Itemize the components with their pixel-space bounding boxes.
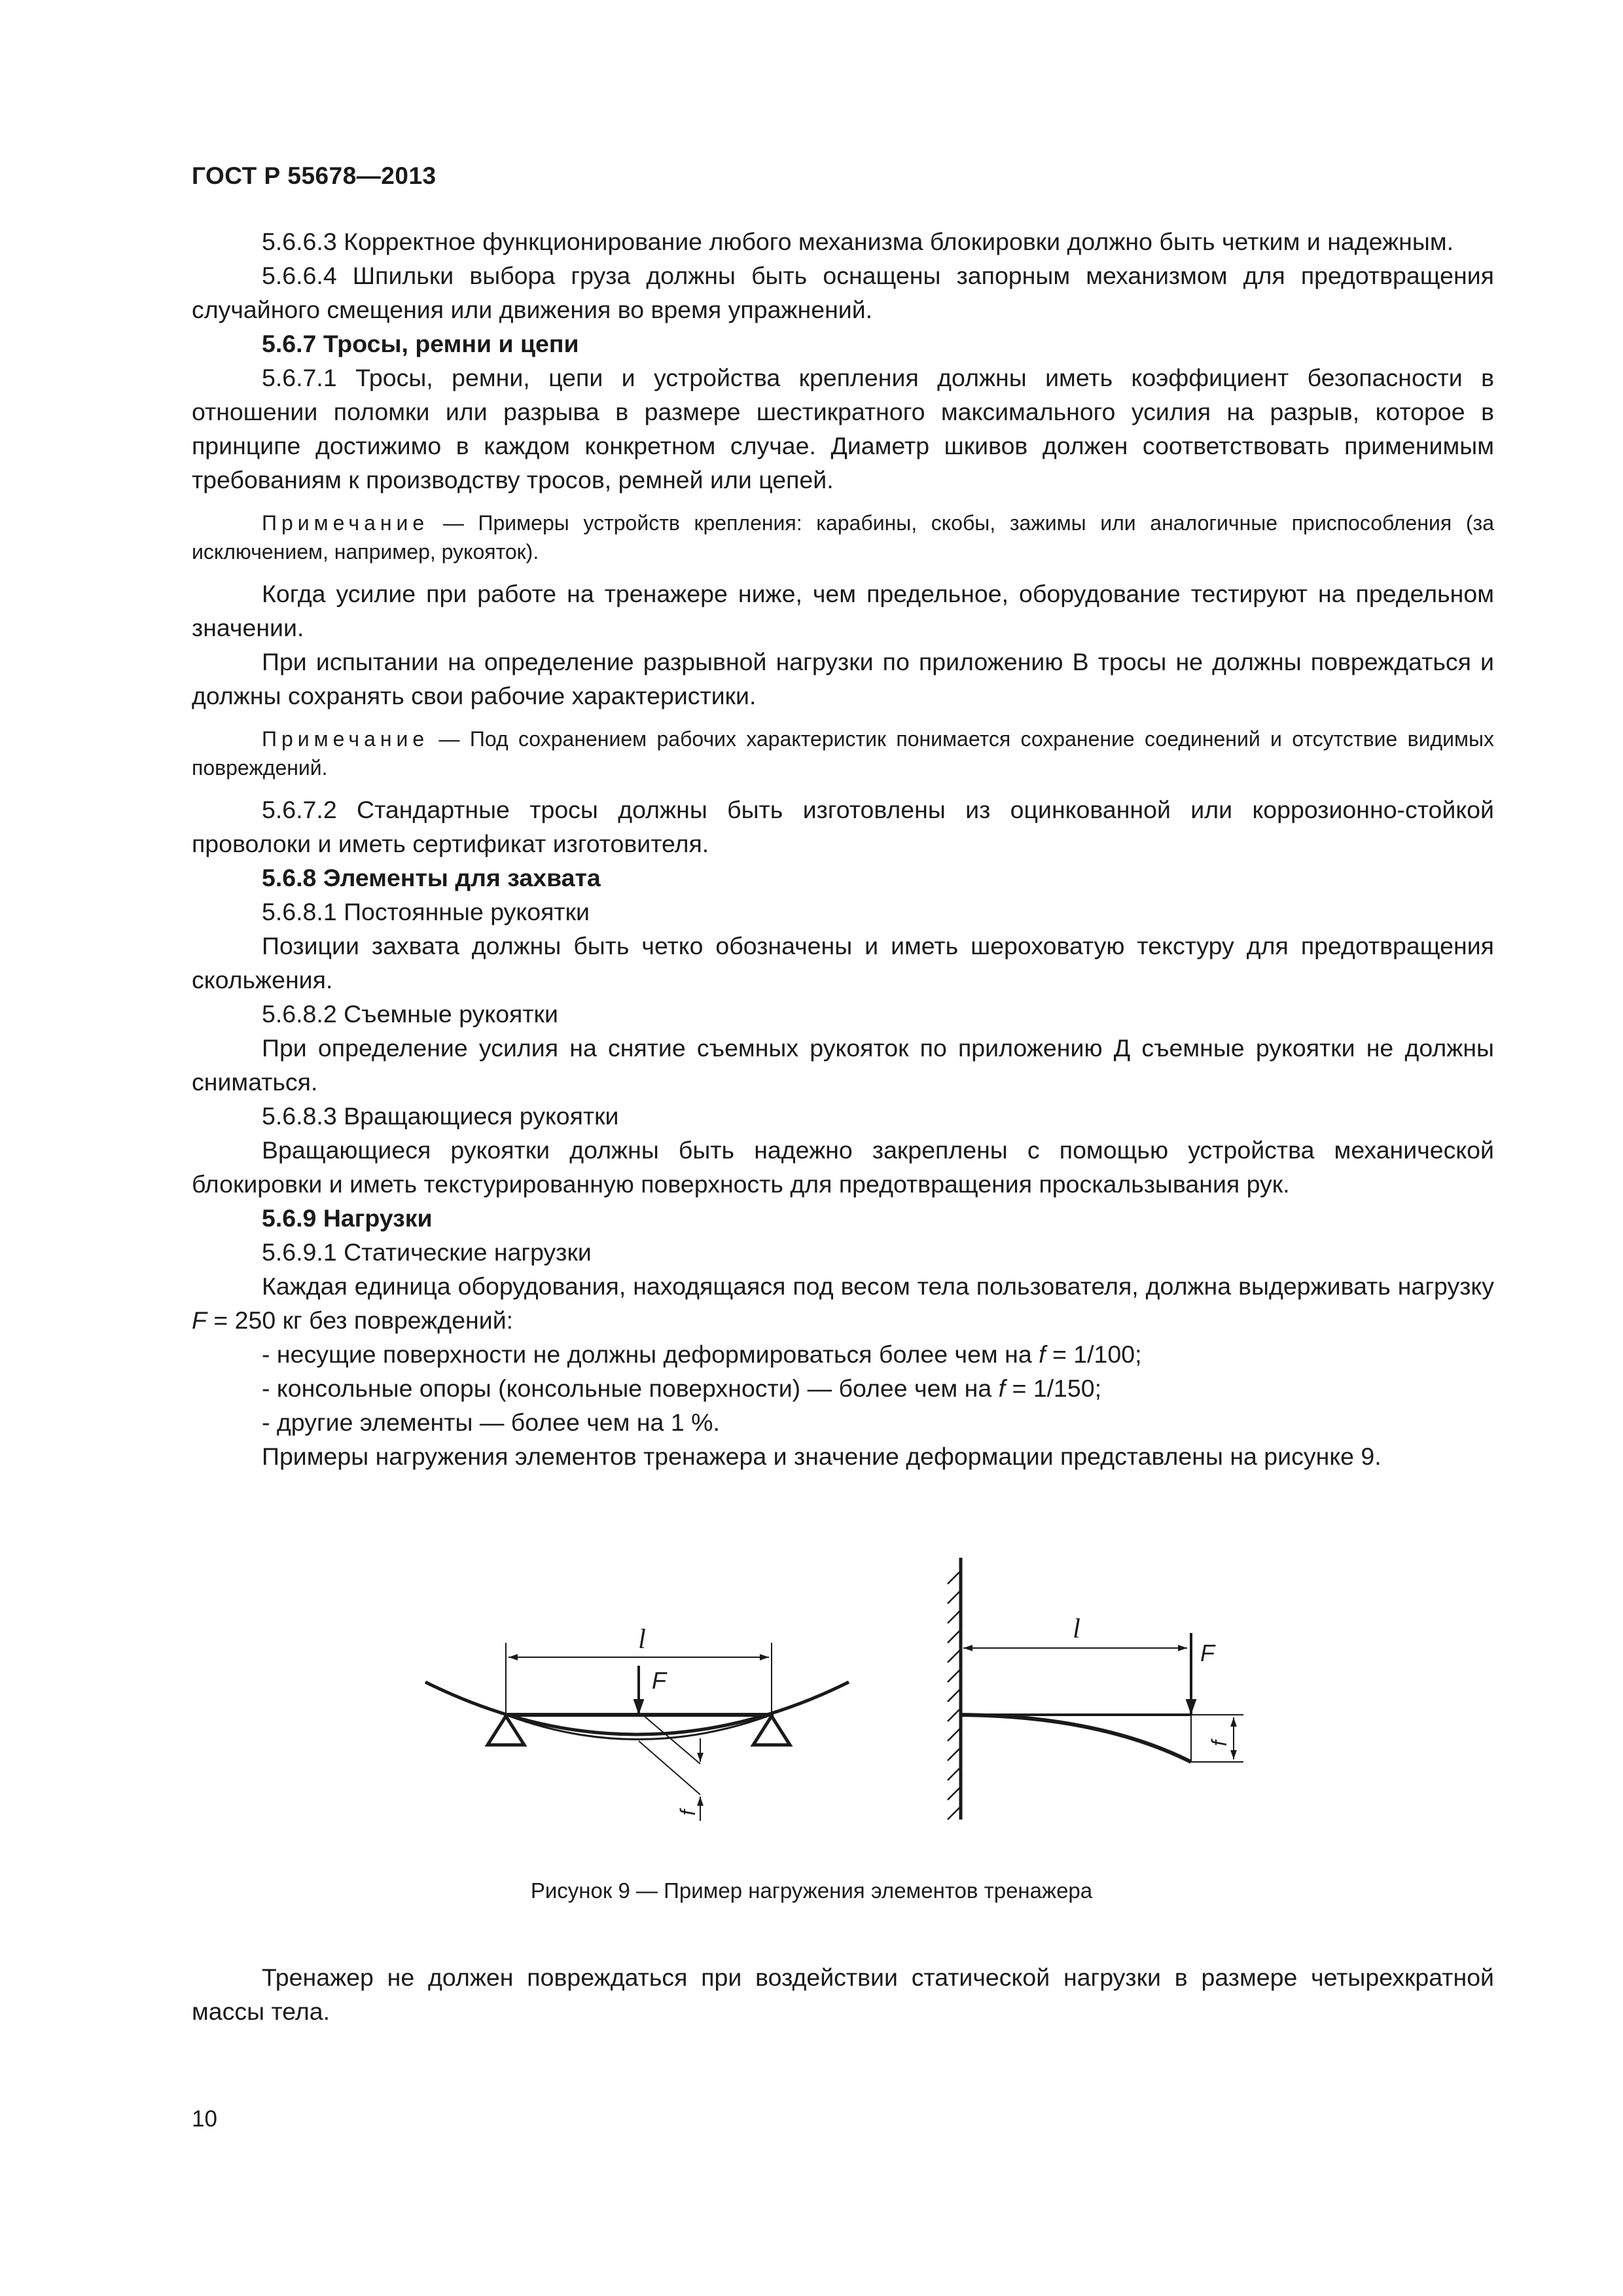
paragraph-quadruple-load: Тренажер не должен повреждаться при воздействии статической нагрузки в размере четырехкратной массы тела. — [192, 1964, 1494, 2025]
paragraph-test-limit: Когда усилие при работе на тренажере ниже, чем предельное, оборудование тестируют на предельном значении. — [192, 580, 1494, 641]
deflection-label-f-left: f — [676, 1810, 700, 1816]
note-2-text: — Под сохранением рабочих характеристик понимается сохранение соединений и отсутствие видимых повреждений. — [192, 727, 1494, 780]
note-2 — [192, 725, 1494, 782]
deflected-beam-curve — [425, 1682, 849, 1734]
span-label-l: l — [638, 1624, 646, 1655]
paragraph-5-6-8-2: 5.6.8.2 Съемные рукоятки — [262, 1000, 558, 1028]
heading-5-6-9: 5.6.9 Нагрузки — [262, 1204, 433, 1232]
final-text — [192, 1960, 1494, 2028]
figure-caption: Рисунок 9 — Пример нагружения элементов тренажера — [530, 1878, 1093, 1903]
figure-9-drawing — [393, 1551, 1296, 1859]
heading-5-6-8: 5.6.8 Элементы для захвата — [262, 864, 601, 891]
cantilever-deflection-curve — [961, 1715, 1191, 1762]
main-text — [192, 224, 1494, 1473]
paragraph-5-6-6-4: 5.6.6.4 Шпильки выбора груза должны быть оснащены запорным механизмом для предотвращения случайного смещения или движения во время упражнений. — [192, 262, 1494, 323]
paragraph-removable-handles: При определение усилия на снятие съемных рукояток по приложению Д съемные рукоятки не должны сниматься. — [192, 1034, 1494, 1096]
list-item-bearing-surfaces: - несущие поверхности не должны деформироваться более чем на f = 1/100; — [262, 1340, 1142, 1368]
note-1-label: Примечание — [262, 511, 429, 535]
deflection-leader-b — [639, 1741, 700, 1795]
paragraph-break-test: При испытании на определение разрывной нагрузки по приложению В тросы не должны повреждаться и должны сохранять свои рабочие характеристики. — [192, 648, 1494, 709]
paragraph-grip-positions: Позиции захвата должны быть четко обозначены и иметь шероховатую текстуру для предотвращения скольжения. — [192, 932, 1494, 994]
paragraph-5-6-7-2: 5.6.7.2 Стандартные тросы должны быть изготовлены из оцинкованной или коррозионно-стойкой проволоки и иметь сертификат изготовителя. — [192, 796, 1494, 857]
cantilever-beam — [948, 1558, 1243, 1820]
paragraph-load-requirement: Каждая единица оборудования, находящаяся под весом тела пользователя, должна выдерживать нагрузку F = 250 кг без повреждений: — [192, 1272, 1494, 1334]
wall-hatching — [948, 1571, 961, 1820]
simply-supported-beam — [425, 1624, 849, 1821]
right-support-icon — [753, 1716, 790, 1745]
note-1-text: — Примеры устройств крепления: карабины, скобы, зажимы или аналогичные приспособления (за исключением, например, рукояток). — [192, 511, 1494, 564]
document-header: ГОСТ Р 55678—2013 — [192, 162, 437, 189]
page-number: 10 — [192, 2106, 217, 2132]
paragraph-5-6-7-1: 5.6.7.1 Тросы, ремни, цепи и устройства крепления должны иметь коэффициент безопасности в отношении поломки или разрыва в размере шестикратного максимального усилия на разрыв, которое в принципе достижимо в каждом конкретном случае. Диаметр шкивов должен соответствовать применимым требованиям к производству тросов, ремней или цепей. — [192, 364, 1494, 493]
list-item-other: - другие элементы — более чем на 1 %. — [262, 1408, 720, 1436]
paragraph-5-6-6-3: 5.6.6.3 Корректное функционирование любого механизма блокировки должно быть четким и надежным. — [262, 228, 1454, 255]
cantilever-span-label-l: l — [1073, 1614, 1080, 1644]
figure-9 — [393, 1551, 1296, 1859]
symbol-F: F — [192, 1306, 207, 1334]
paragraph-figure-reference: Примеры нагружения элементов тренажера и значение деформации представлены на рисунке 9. — [262, 1443, 1382, 1470]
note-1 — [192, 509, 1494, 566]
left-support-icon — [488, 1716, 524, 1745]
paragraph-5-6-8-3: 5.6.8.3 Вращающиеся рукоятки — [262, 1102, 619, 1130]
paragraph-rotating-handles: Вращающиеся рукоятки должны быть надежно закреплены с помощью устройства механической блокировки и иметь текстурированную поверхность для предотвращения проскальзывания рук. — [192, 1136, 1494, 1198]
force-label-F-right: F — [1200, 1640, 1215, 1666]
deflection-label-f-right: f — [1207, 1740, 1231, 1746]
heading-5-6-7: 5.6.7 Тросы, ремни и цепи — [262, 330, 579, 357]
note-2-label: Примечание — [262, 727, 429, 751]
paragraph-5-6-8-1: 5.6.8.1 Постоянные рукоятки — [262, 898, 590, 925]
paragraph-5-6-9-1: 5.6.9.1 Статические нагрузки — [262, 1238, 592, 1266]
list-item-cantilever: - консольные опоры (консольные поверхности) — более чем на f = 1/150; — [262, 1374, 1102, 1402]
force-label-F-left: F — [652, 1667, 666, 1694]
